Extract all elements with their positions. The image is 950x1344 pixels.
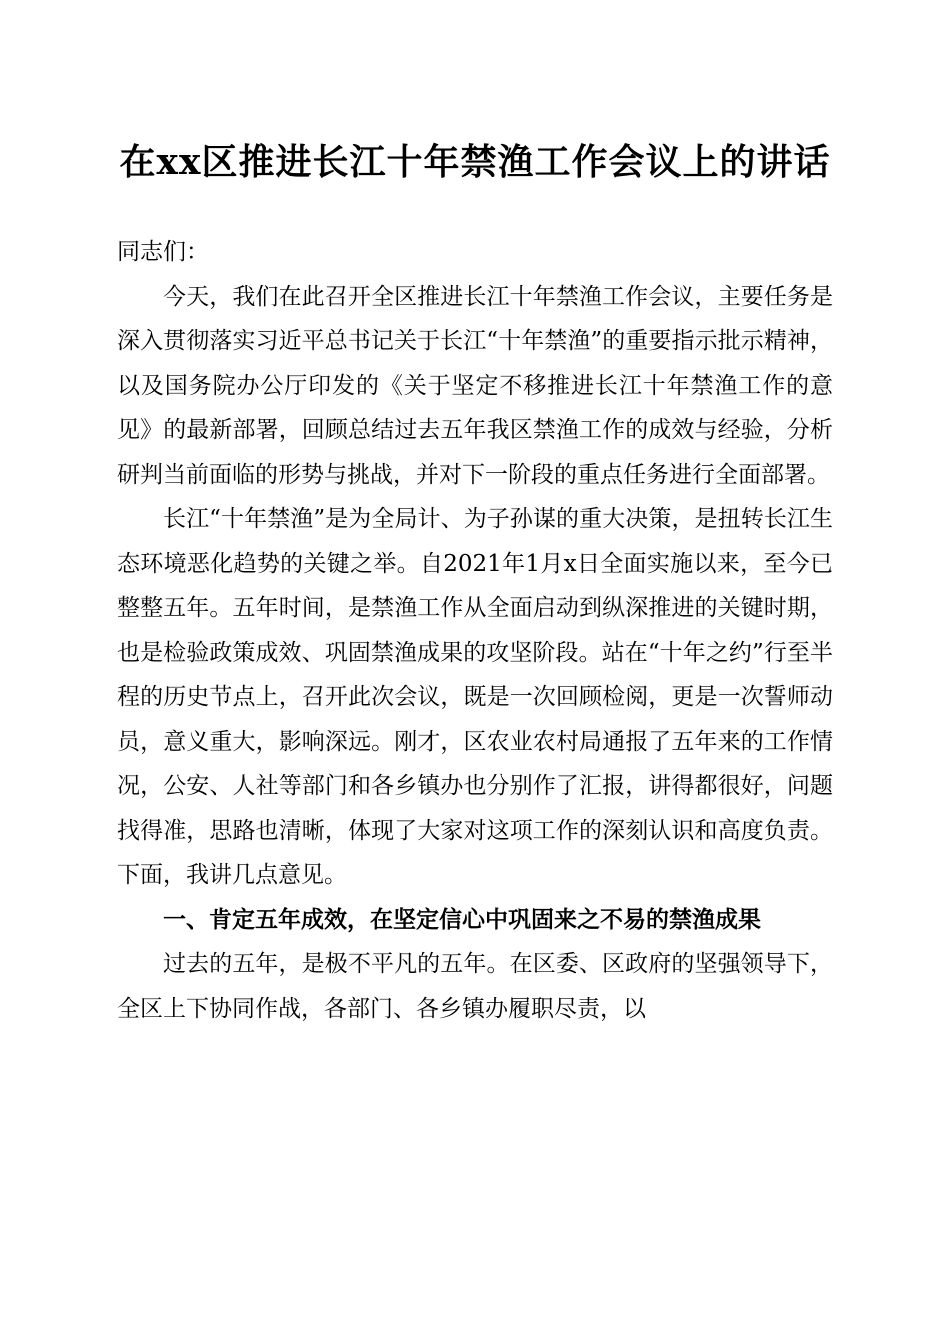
paragraph-background: 长江“十年禁渔”是为全局计、为子孙谋的重大决策，是扭转长江生态环境恶化趋势的关键之举。自2021年1月x日全面实施以来，至今已整整五年。五年时间，是禁渔工作从全面启动到纵深推进的关键时期，也是检验政策成效、巩固禁渔成果的攻坚阶段。站在“十年之约”行至半程的历史节点上，召开此次会议，既是一次回顾检阅，更是一次誓师动员，意义重大，影响深远。刚才，区农业农村局通报了五年来的工作情况，公安、人社等部门和各乡镇办也分别作了汇报，讲得都很好，问题找得准，思路也清晰，体现了大家对这项工作的深刻认识和高度负责。下面，我讲几点意见。 — [117, 506, 833, 888]
document-body — [117, 230, 833, 1031]
section-heading: 一、肯定五年成效，在坚定信心中巩固来之不易的禁渔成果 — [163, 906, 761, 933]
paragraph-opening: 今天，我们在此召开全区推进长江十年禁渔工作会议，主要任务是深入贯彻落实习近平总书记关于长江“十年禁渔”的重要指示批示精神，以及国务院办公厅印发的《关于坚定不移推进长江十年禁渔工作的意见》的最新部署，回顾总结过去五年我区禁渔工作的成效与经验，分析研判当前面临的形势与挑战，并对下一阶段的重点任务进行全面部署。 — [117, 283, 833, 488]
document-title: 在xx区推进长江十年禁渔工作会议上的讲话 — [119, 141, 831, 183]
paragraph-section-one: 过去的五年，是极不平凡的五年。在区委、区政府的坚强领导下，全区上下协同作战，各部门、各乡镇办履职尽责，以 — [117, 951, 833, 1022]
salutation: 同志们： — [117, 239, 209, 265]
